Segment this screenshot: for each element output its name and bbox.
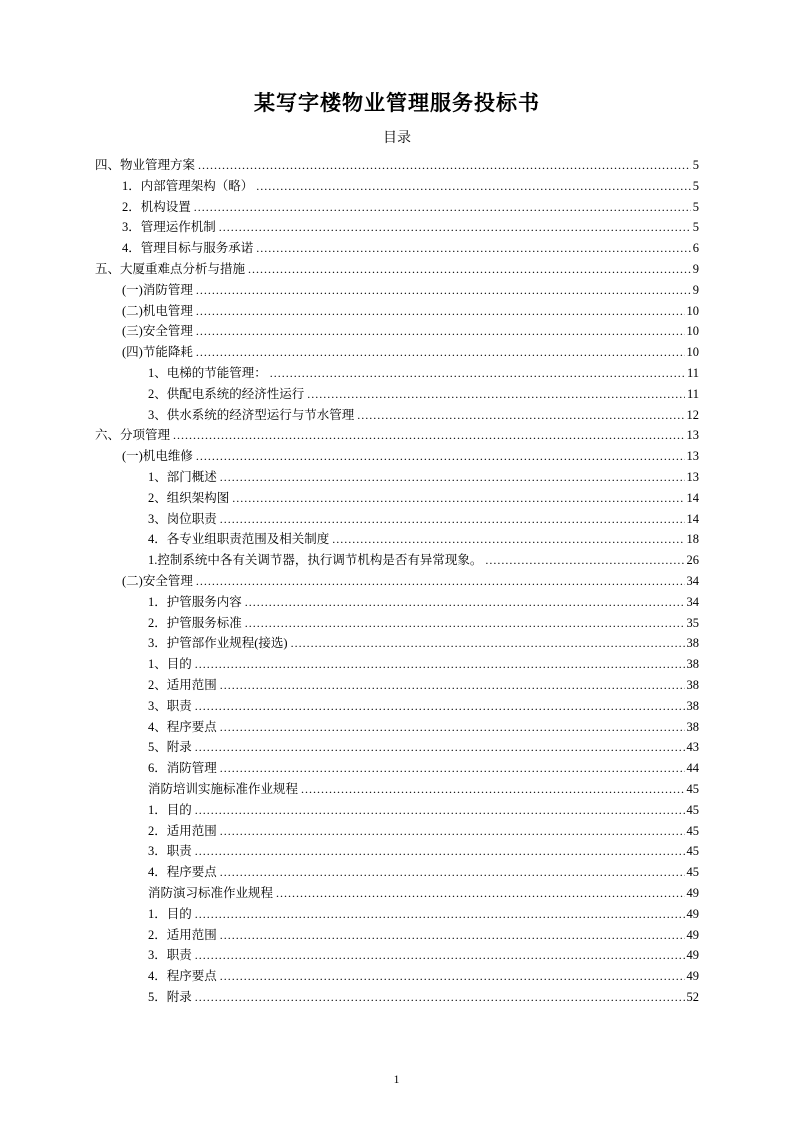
toc-entry[interactable] [95,696,699,717]
toc-entry-text: 1、电梯的节能管理： [148,366,267,381]
toc-entry-text: 3、岗位职责 [148,511,217,526]
toc-leader-dots [270,363,685,384]
toc-entry[interactable] [95,197,699,218]
toc-entry-text: 1.控制系统中各有关调节器，执行调节机构是否有异常现象。 [148,553,483,568]
toc-entry-page-number: 10 [686,324,699,339]
toc-entry-text: 3．护管部作业规程(接选) [148,636,288,651]
toc-leader-dots [195,737,685,758]
toc-entry-page-number: 10 [686,345,699,360]
toc-entry-page-number: 45 [686,865,699,880]
toc-leader-dots [220,467,685,488]
toc-entry-page-number: 14 [686,490,699,505]
toc-entry-page-number: 43 [686,740,699,755]
toc-entry[interactable] [95,363,699,384]
toc-leader-dots [173,425,684,446]
toc-leader-dots [256,238,690,259]
toc-entry[interactable] [95,155,699,176]
toc-entry-page-number: 49 [686,948,699,963]
toc-entry[interactable] [95,384,699,405]
toc-entry-text: 3、供水系统的经济型运行与节水管理 [148,407,355,422]
toc-entry-text: 消防培训实施标准作业规程 [148,781,299,796]
toc-entry-page-number: 38 [686,719,699,734]
toc-leader-dots [195,904,685,925]
toc-entry-text: 1．护管服务内容 [148,594,242,609]
toc-entry-page-number: 5 [692,220,699,235]
toc-leader-dots [220,925,685,946]
toc-leader-dots [220,758,685,779]
toc-entry-page-number: 9 [692,282,699,297]
toc-entry-text: 1．内部管理架构（略） [122,178,254,193]
toc-entry[interactable] [95,321,699,342]
toc-entry[interactable] [95,821,699,842]
toc-entry[interactable] [95,238,699,259]
toc-entry-page-number: 49 [686,969,699,984]
toc-entry-page-number: 5 [692,158,699,173]
toc-entry-page-number: 45 [686,844,699,859]
toc-entry-page-number: 34 [686,594,699,609]
toc-entry-text: 4．各专业组职责范围及相关制度 [148,532,330,547]
toc-leader-dots [220,675,685,696]
toc-entry[interactable] [95,758,699,779]
toc-entry-text: 四、物业管理方案 [95,158,196,173]
toc-leader-dots [245,613,685,634]
toc-entry-text: 4．管理目标与服务承诺 [122,241,254,256]
toc-leader-dots [248,259,691,280]
toc-entry-text: (一)消防管理 [122,282,193,297]
toc-leader-dots [196,280,691,301]
toc-entry-text: 2．适用范围 [148,927,217,942]
toc-entry-page-number: 13 [686,470,699,484]
toc-entry-page-number: 5 [692,178,699,193]
toc-leader-dots [357,405,684,426]
toc-entry[interactable] [95,280,699,301]
toc-entry-page-number: 9 [692,262,699,277]
page-number-footer: 1 [393,1074,400,1086]
toc-entry-text: (三)安全管理 [122,324,193,339]
toc-entry-page-number: 11 [686,366,699,381]
toc-entry-page-number: 5 [692,199,699,214]
toc-entry-page-number: 6 [692,241,699,256]
toc-entry[interactable] [95,841,699,862]
toc-entry-text: 3．管理运作机制 [122,220,216,235]
toc-entry[interactable] [95,883,699,904]
toc-entry-text: 1．目的 [148,906,192,921]
toc-entry-page-number: 44 [686,761,699,776]
toc-entry[interactable] [95,446,699,467]
toc-entry-text: 5、附录 [148,740,192,755]
toc-entry-page-number: 49 [686,927,699,942]
toc-entry[interactable] [95,675,699,696]
toc-entry-text: (二)机电管理 [122,303,193,318]
toc-entry-text: (一)机电维修 [122,449,193,464]
toc-entry-text: 1、目的 [148,657,192,672]
document-title: 某写字楼物业管理服务投标书 [254,91,540,115]
toc-entry-text: 3、职责 [148,698,192,713]
toc-entry[interactable] [95,779,699,800]
toc-leader-dots [307,384,685,405]
toc-leader-dots [196,301,685,322]
toc-entry-page-number: 49 [686,885,699,900]
toc-entry[interactable] [95,904,699,925]
toc-entry-text: (二)安全管理 [122,573,193,588]
toc-entry-text: 2．机构设置 [122,199,191,214]
toc-entry-text: 3．职责 [148,948,192,963]
toc-entry-page-number: 45 [686,802,699,817]
toc-entry[interactable] [95,613,699,634]
toc-entry-text: 2、适用范围 [148,677,217,692]
toc-entry-text: 消防演习标准作业规程 [148,885,274,900]
toc-leader-dots [291,633,685,654]
toc-heading: 目录 [383,131,411,147]
toc-entry[interactable] [95,717,699,738]
toc-entry-page-number: 26 [686,553,699,568]
toc-leader-dots [196,342,685,363]
toc-leader-dots [219,217,691,238]
toc-leader-dots [232,488,684,509]
toc-entry[interactable] [95,301,699,322]
toc-leader-dots [195,800,685,821]
toc-entry-page-number: 18 [686,532,699,547]
toc-entry-text: 4．程序要点 [148,969,217,984]
toc-entry-text: 4．程序要点 [148,865,217,880]
toc-entry-page-number: 13 [686,428,699,443]
toc-entry[interactable] [95,925,699,946]
toc-entry-text: 六、分项管理 [95,428,171,443]
toc-entry[interactable] [95,259,699,280]
toc-entry[interactable] [95,342,699,363]
toc-entry[interactable] [95,405,699,426]
toc-entry[interactable] [95,800,699,821]
toc-entry-text: 2、供配电系统的经济性运行 [148,386,305,401]
toc-entry-page-number: 34 [686,573,699,588]
toc-entry-page-number: 38 [686,698,699,713]
toc-entry[interactable] [95,654,699,675]
toc-entry-text: 1、部门概述 [148,470,217,484]
toc-entry-text: 2、组织架构图 [148,490,230,505]
toc-entry[interactable] [95,987,699,1008]
toc-entry[interactable] [95,737,699,758]
toc-entry-page-number: 45 [686,781,699,796]
toc-leader-dots [196,571,685,592]
toc-entry[interactable] [95,529,699,550]
toc-leader-dots [195,696,685,717]
toc-entry[interactable] [95,862,699,883]
toc-leader-dots [196,321,685,342]
toc-entry-text: (四)节能降耗 [122,345,193,360]
toc-entry[interactable] [95,176,699,197]
toc-entry-page-number: 49 [686,906,699,921]
toc-leader-dots [220,821,685,842]
toc-entry-text: 3．职责 [148,844,192,859]
toc-leader-dots [196,446,685,467]
toc-entry-page-number: 12 [686,407,699,422]
toc-leader-dots [245,592,685,613]
toc-entry-text: 4、程序要点 [148,719,217,734]
toc-leader-dots [195,654,685,675]
toc-entry-page-number: 13 [686,449,699,464]
toc-leader-dots [194,197,691,218]
toc-entry-page-number: 38 [686,657,699,672]
toc-entry[interactable] [95,571,699,592]
toc-entry-text: 五、大厦重难点分析与措施 [95,262,246,277]
toc-entry-page-number: 10 [686,303,699,318]
toc-leader-dots [195,945,685,966]
toc-leader-dots [220,509,685,530]
toc-entry-text: 2．适用范围 [148,823,217,838]
toc-leader-dots [220,717,685,738]
toc-entry[interactable] [95,488,699,509]
toc-leader-dots [301,779,684,800]
toc-leader-dots [195,987,685,1008]
toc-entry-text: 1．目的 [148,802,192,817]
toc-entry-text: 5．附录 [148,989,192,1004]
toc-entry[interactable] [95,509,699,530]
toc-entry-page-number: 38 [686,677,699,692]
toc-leader-dots [195,841,685,862]
toc-entry[interactable] [95,966,699,987]
toc-entry-page-number: 45 [686,823,699,838]
toc-entry-page-number: 11 [686,386,699,401]
toc-leader-dots [220,862,685,883]
toc-entry[interactable] [95,592,699,613]
toc-entry-page-number: 35 [686,615,699,630]
toc-leader-dots [220,966,685,987]
toc-entry-page-number: 38 [686,636,699,651]
toc-entry[interactable] [95,425,699,446]
toc-entry[interactable] [95,945,699,966]
toc-entry-page-number: 52 [686,989,699,1004]
toc-entry[interactable] [95,467,699,488]
toc-entry[interactable] [95,550,699,571]
toc-leader-dots [485,550,684,571]
toc-leader-dots [276,883,684,904]
toc-leader-dots [332,529,684,550]
toc-entry-text: 2．护管服务标准 [148,615,242,630]
toc-leader-dots [256,176,690,197]
toc-list [95,155,699,1008]
toc-entry-text: 6．消防管理 [148,761,217,776]
toc-entry[interactable] [95,633,699,654]
toc-entry-page-number: 14 [686,511,699,526]
toc-leader-dots [198,155,691,176]
toc-entry[interactable] [95,217,699,238]
